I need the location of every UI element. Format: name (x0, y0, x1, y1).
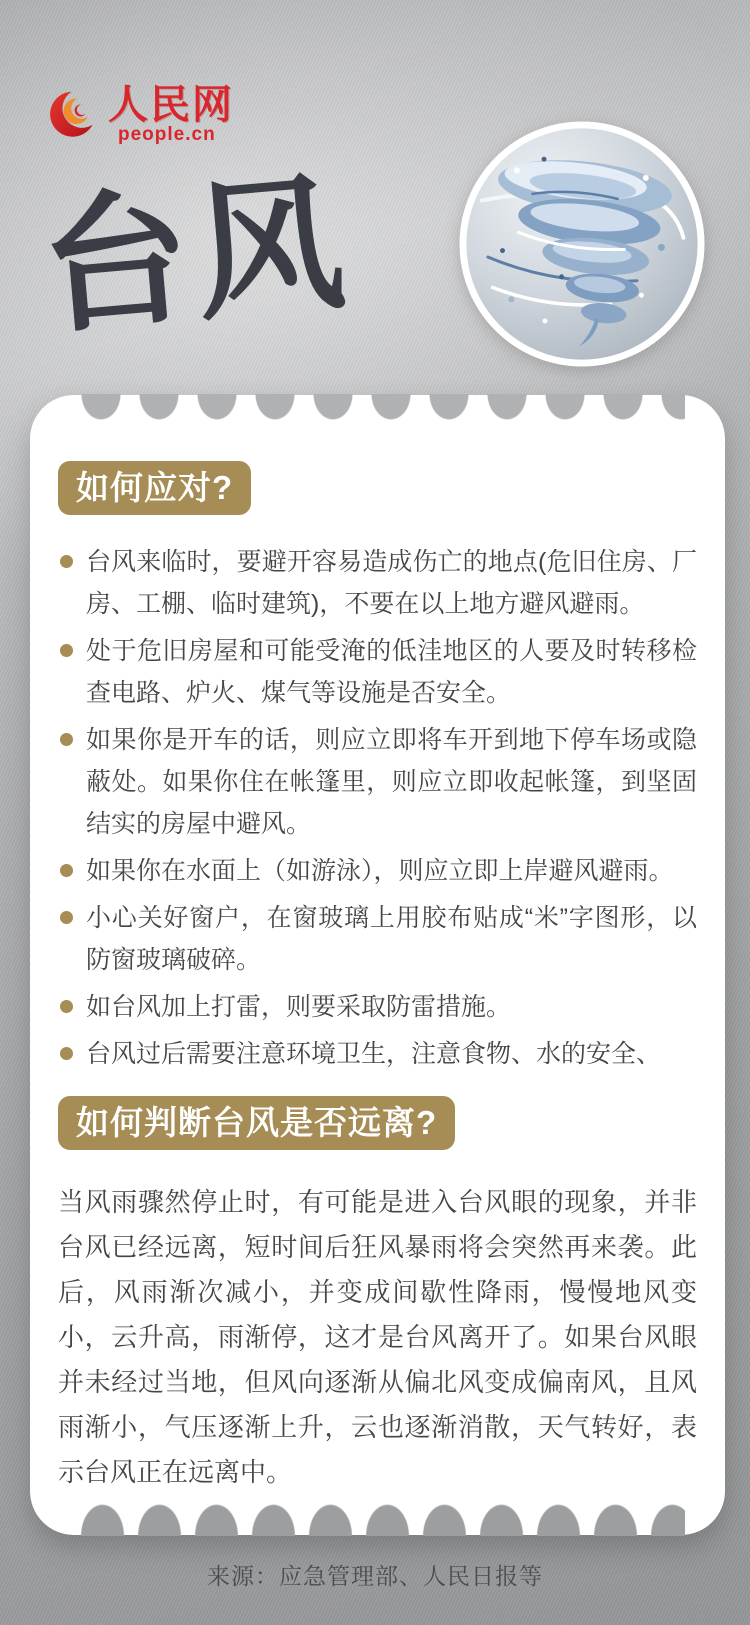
tip-item (58, 986, 697, 1028)
tip-text: 台风来临时，要避开容易造成伤亡的地点(危旧住房、厂房、工棚、临时建筑)，不要在以上地方避风避雨。 (86, 548, 697, 618)
bullet-dot (60, 864, 73, 877)
tip-text: 如果你是开车的话，则应立即将车开到地下停车场或隐蔽处。如果你住在帐篷里，则应立即收起帐篷，到坚固结实的房屋中避风。 (86, 726, 697, 838)
brand-name: 人民网 (108, 83, 234, 127)
tornado-icon (458, 120, 706, 368)
tip-text: 如果你在水面上（如游泳），则应立即上岸避风避雨。 (86, 857, 674, 885)
tip-text: 小心关好窗户，在窗玻璃上用胶布贴成“米”字图形，以防窗玻璃破碎。 (86, 904, 697, 974)
tip-text: 如台风加上打雷，则要采取防雷措施。 (86, 993, 512, 1021)
bullet-dot (60, 1000, 73, 1013)
page-title: 台风 (34, 160, 356, 352)
tip-item (58, 630, 697, 714)
info-card (30, 395, 725, 1535)
section-badge-judge: 如何判断台风是否远离? (58, 1096, 455, 1150)
brand-logo (46, 84, 234, 146)
tip-text: 台风过后需要注意环境卫生，注意食物、水的安全、 (86, 1040, 662, 1068)
section-badge-respond: 如何应对? (58, 461, 251, 515)
tip-item (58, 850, 697, 892)
judge-paragraph: 当风雨骤然停止时，有可能是进入台风眼的现象，并非台风已经远离，短时间后狂风暴雨将会突然再来袭。此后，风雨渐次减小，并变成间歇性降雨，慢慢地风变小，云升高，雨渐停，这才是台风离开了。如果台风眼并未经过当地，但风向逐渐从偏北风变成偏南风，且风雨渐小，气压逐渐上升，云也逐渐消散，天气转好，表示台风正在远离中。 (58, 1187, 697, 1487)
card-bottom-scallop-edge (70, 1501, 685, 1536)
tips-list (58, 541, 697, 1075)
bullet-dot (60, 911, 73, 924)
bullet-dot (60, 644, 73, 657)
source-credit: 来源：应急管理部、人民日报等 (207, 1563, 543, 1589)
people-cn-swirl-icon (46, 88, 100, 142)
brand-domain: people.cn (118, 124, 216, 145)
brand-text (108, 84, 234, 146)
tip-item (58, 1033, 697, 1075)
bullet-dot (60, 733, 73, 746)
tip-text: 处于危旧房屋和可能受淹的低洼地区的人要及时转移检查电路、炉火、煤气等设施是否安全。 (86, 637, 697, 707)
card-top-scallop-edge (70, 394, 685, 423)
tip-item (58, 897, 697, 981)
tip-item (58, 541, 697, 625)
bullet-dot (60, 1047, 73, 1060)
tip-item (58, 719, 697, 845)
bullet-dot (60, 555, 73, 568)
